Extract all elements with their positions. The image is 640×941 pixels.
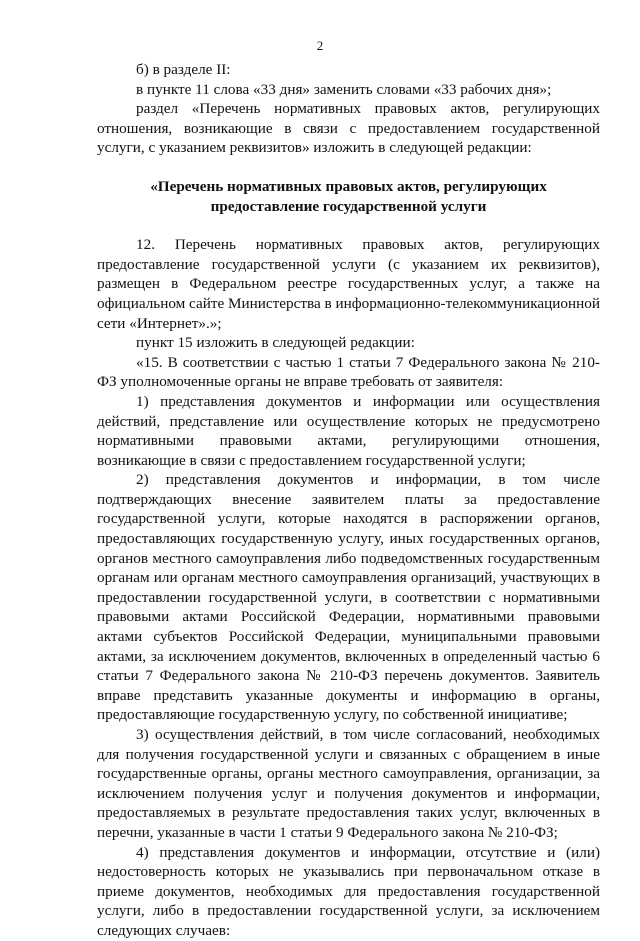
paragraph-item-12: 12. Перечень нормативных правовых актов, регулирующих предоставление государственной услуги (с указанием их реквизитов), размещен в Федеральном реестре государственных услуг, а также на официальном сайте Министерства в информационно-телекоммуникационной сети «Интернет».»;: [97, 236, 600, 332]
list-item-4: 4) представления документов и информации, отсутствие и (или) недостоверность которых не указывались при первоначальном отказе в приеме документов, необходимых для предоставления государственной услуги, либо в предоставлении государственной услуги, за исключением следующих случаев:: [97, 843, 600, 939]
section-heading: «Перечень нормативных правовых актов, регулирующих предоставление государственной услуги: [150, 177, 547, 215]
list-item-3: 3) осуществления действий, в том числе согласований, необходимых для получения государственной услуги и связанных с обращением в иные государственные органы, органы местного самоуправления, организации, за исключением получения услуг и получения документов и информации, предоставляемых в результате предоставления таких услуг, включенных в перечни, указанные в части 1 статьи 9 Федерального закона № 210-ФЗ;: [97, 726, 600, 841]
document-body: [97, 60, 600, 941]
list-item-1: 1) представления документов и информации или осуществления действий, представление или осуществление которых не предусмотрено нормативными правовыми актами, регулирующими отношения, возникающие в связи с предоставлением государственной услуги;: [97, 392, 600, 469]
list-item-2: 2) представления документов и информации, в том числе подтверждающих внесение заявителем платы за предоставление государственной услуги, которые находятся в распоряжении органов, предоставляющих государственную услугу, иных государственных органов, органов местного самоуправления либо подведомственных государственным органам или органам местного самоуправления организаций, участвующих в предоставлении государственной услуги, в соответствии с нормативными правовыми актами Российской Федерации, нормативными правовыми актами субъектов Российской Федерации, муниципальными правовыми актами, за исключением документов, включенных в определенный частью 6 статьи 7 Федерального закона № 210-ФЗ перечень документов. Заявитель вправе представить указанные документы и информацию в органы, предоставляющие государственную услугу, по собственной инициативе;: [97, 471, 600, 724]
page-number: 2: [316, 38, 324, 53]
paragraph-item-15: «15. В соответствии с частью 1 статьи 7 Федерального закона № 210-ФЗ уполномоченные органы не вправе требовать от заявителя:: [97, 353, 600, 391]
paragraph-section-ii: б) в разделе II:: [136, 61, 231, 78]
paragraph-item-11: в пункте 11 слова «33 дня» заменить словами «33 рабочих дня»;: [136, 80, 552, 98]
paragraph-item-15-intro: пункт 15 изложить в следующей редакции:: [136, 334, 415, 352]
paragraph-section-list: раздел «Перечень нормативных правовых актов, регулирующих отношения, возникающие в связи с предоставлением государственной услуги, с указанием реквизитов» изложить в следующей редакции:: [97, 100, 600, 157]
